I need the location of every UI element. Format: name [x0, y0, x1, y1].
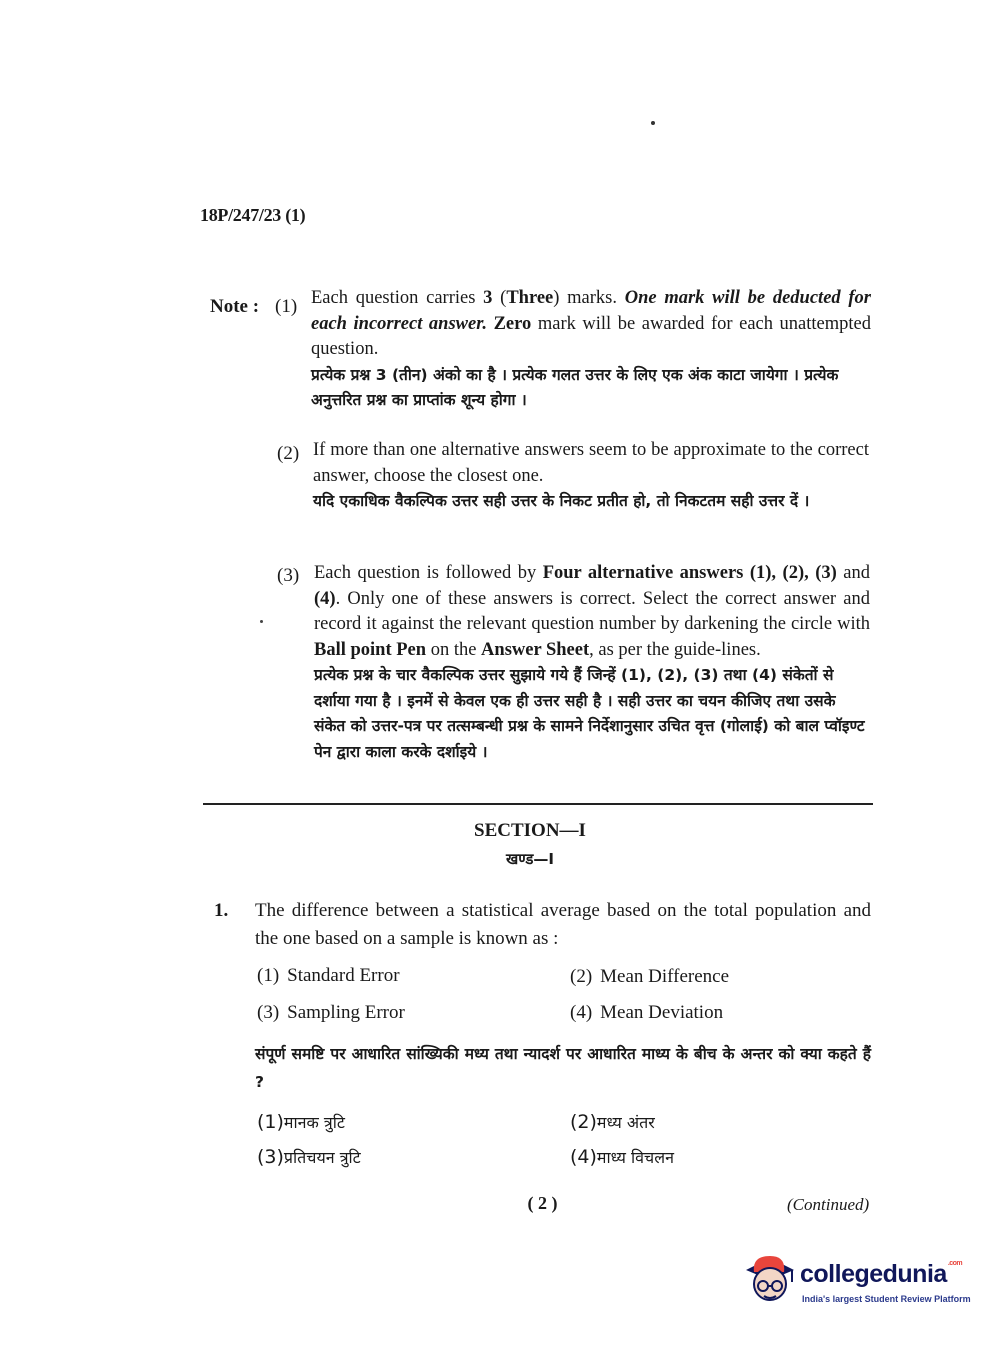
- stray-dot: [651, 121, 655, 125]
- note-1-number: (1): [275, 296, 298, 317]
- section-divider: [203, 803, 873, 805]
- option-text: मानक त्रुटि: [283, 1113, 345, 1132]
- question-number: 1.: [214, 900, 229, 921]
- option-1-en: [257, 965, 400, 987]
- note-text-run: If more than one alternative answers seem to be approximate to the correct answer, choose the closest one.: [313, 440, 869, 486]
- note-text-run: ) marks.: [553, 288, 625, 308]
- option-label: (3): [257, 1002, 280, 1023]
- section-title-hindi: खण्ड—I: [505, 850, 554, 868]
- section-title: SECTION—I: [474, 820, 586, 841]
- note-3: [314, 561, 870, 765]
- option-text: Sampling Error: [287, 1002, 405, 1023]
- note-1: [311, 286, 871, 414]
- paper-code: 18P/247/23 (1): [200, 205, 306, 225]
- option-4-en: [570, 1002, 723, 1024]
- note-text-run: on the: [426, 639, 482, 660]
- note-text-run: . Only one of these answers is correct. Select the correct answer and record it against the relevant question number by darkening the circle with: [314, 588, 870, 634]
- note-text-run: and: [836, 563, 870, 583]
- note-3-number: (3): [277, 565, 300, 586]
- note-text-run: Four alternative answers (1), (2), (3): [542, 563, 837, 583]
- note-text-run: mark will be awarded for each unattempted question.: [311, 313, 872, 359]
- option-label: (1): [257, 1111, 284, 1133]
- note-2: [313, 438, 869, 515]
- option-3-en: [257, 1002, 405, 1024]
- brand-suffix: .com: [947, 1260, 963, 1267]
- option-1-hi: [257, 1111, 345, 1133]
- note-2-number: (2): [277, 443, 300, 464]
- stray-mark: [260, 620, 263, 623]
- option-label: (4): [570, 1146, 597, 1168]
- option-3-hi: [257, 1146, 361, 1168]
- note-text-run: Each question carries: [311, 288, 484, 308]
- option-2-hi: [570, 1111, 655, 1133]
- option-text: Standard Error: [287, 965, 400, 986]
- option-2-en: [570, 966, 729, 988]
- option-label: (4): [570, 1002, 593, 1023]
- continued-label: (Continued): [787, 1195, 870, 1214]
- note-text-run: (: [492, 288, 507, 308]
- option-text: मध्य अंतर: [596, 1113, 655, 1132]
- option-label: (3): [257, 1146, 284, 1168]
- note-3-hindi: प्रत्येक प्रश्न के चार वैकल्पिक उत्तर सुझाये गये हैं जिन्हें (1), (2), (3) तथा (4) संकेतों से दर्शाया गया है । इनमें से केवल एक ही उत्तर सही है । सही उत्तर का चयन कीजिए तथा उसके संकेत को उत्तर-पत्र पर तत्सम्बन्धी प्रश्न के सामने निर्देशानुसार उचित वृत्त (गोलाई) को बाल प्वॉइण्ट पेन द्वारा काला करके दर्शाइये ।: [314, 666, 865, 761]
- collegedunia-mascot-icon: [740, 1248, 798, 1310]
- question-text: The difference between a statistical average based on the total population and the one based on a sample is known as :: [255, 900, 871, 949]
- note-1-english: [311, 286, 871, 363]
- option-text: प्रतिचयन त्रुटि: [283, 1148, 361, 1167]
- brand-name: collegedunia: [800, 1260, 947, 1288]
- option-label: (2): [570, 966, 593, 987]
- page-number: ( 2 ): [527, 1193, 558, 1213]
- note-1-hindi: प्रत्येक प्रश्न 3 (तीन) अंको का है । प्रत्येक गलत उत्तर के लिए एक अंक काटा जायेगा । प्रत्येक अनुत्तरित प्रश्न का प्राप्तांक शून्य होगा ।: [311, 365, 839, 409]
- note-label: Note :: [210, 296, 260, 317]
- note-text-run: (4): [314, 588, 336, 609]
- option-4-hi: [570, 1146, 674, 1168]
- option-label: (1): [257, 965, 280, 986]
- note-2-hindi: यदि एकाधिक वैकल्पिक उत्तर सही उत्तर के निकट प्रतीत हो, तो निकटतम सही उत्तर दें ।: [313, 492, 810, 510]
- note-text-run: Each question is followed by: [314, 563, 543, 583]
- option-text: Mean Deviation: [600, 1002, 724, 1023]
- option-text: माध्य विचलन: [596, 1148, 674, 1167]
- collegedunia-tagline: India's largest Student Review Platform: [802, 1294, 971, 1304]
- note-text-run: Answer Sheet: [481, 639, 590, 660]
- collegedunia-logo-text: [800, 1260, 962, 1289]
- note-text-run: One mark will be deducted for each incorrect answer.: [311, 288, 871, 334]
- note-text-run: Three: [506, 288, 554, 308]
- option-label: (2): [570, 1111, 597, 1133]
- note-text-run: Zero: [493, 313, 532, 334]
- note-text-run: , as per the guide-lines.: [589, 639, 761, 660]
- note-text-run: 3: [483, 288, 493, 308]
- note-text-run: Ball point Pen: [314, 639, 427, 660]
- note-2-english: [313, 438, 869, 489]
- option-text: Mean Difference: [600, 966, 730, 987]
- note-3-english: [314, 561, 870, 663]
- question-text-hindi: संपूर्ण समष्टि पर आधारित सांख्यिकी मध्य तथा न्यादर्श पर आधारित माध्य के बीच के अन्तर को क्या कहते हैं ?: [255, 1045, 871, 1091]
